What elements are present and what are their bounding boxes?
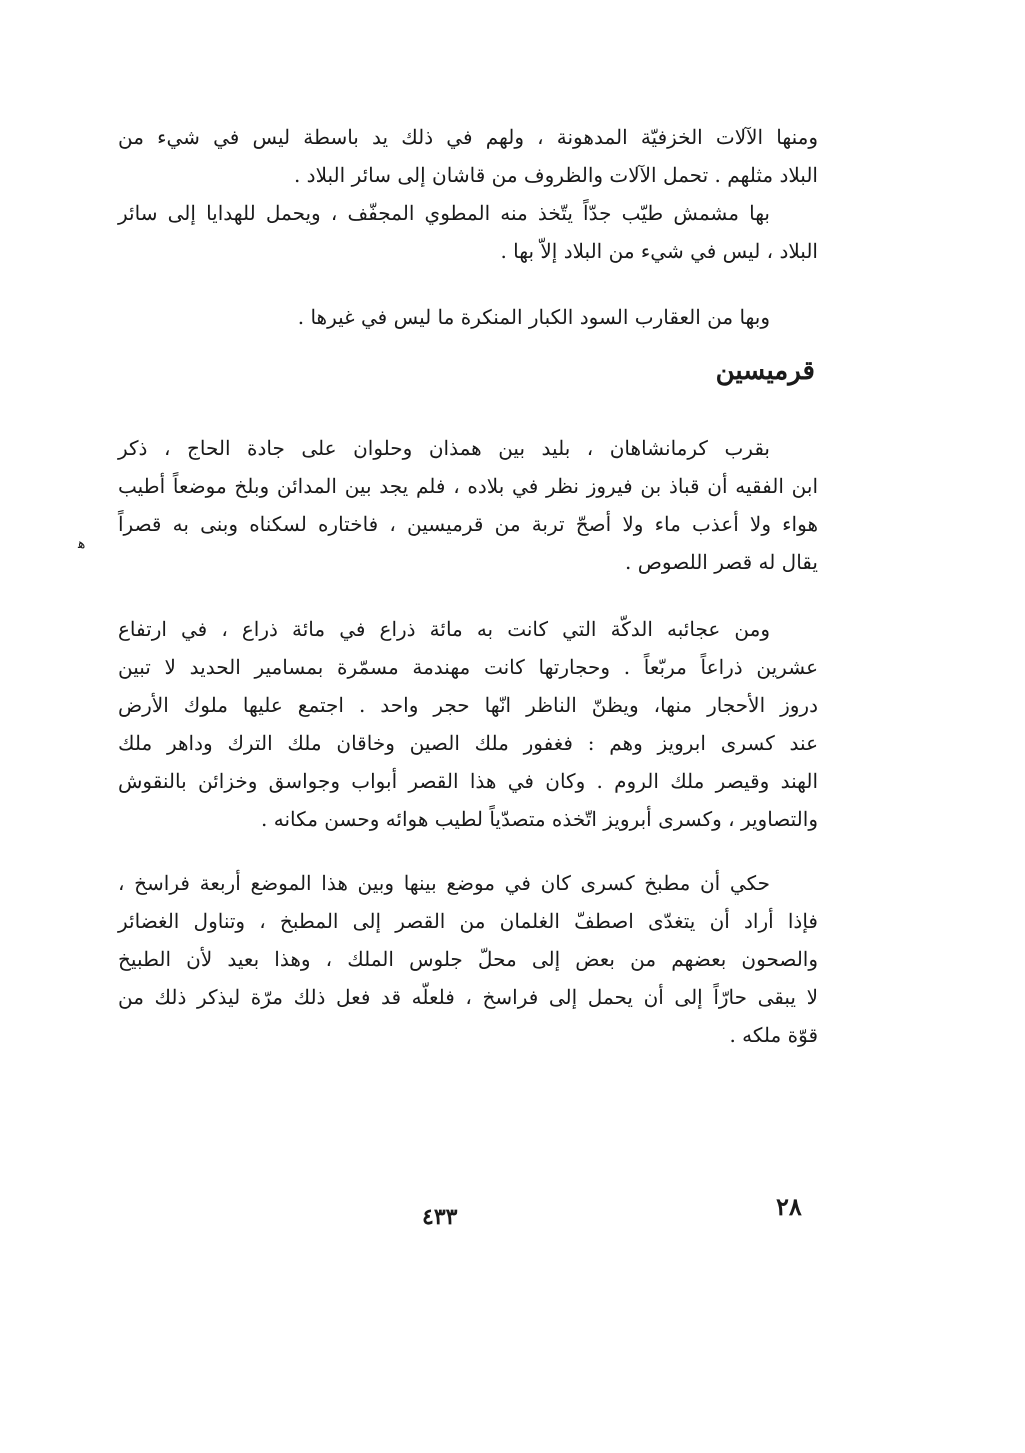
text-line: والتصاوير ، وكسرى أبرويز اتّخذه متصدّياً لطيب هوائه وحسن مكانه . bbox=[261, 807, 818, 831]
signature-mark: ٢٨ bbox=[776, 1192, 802, 1221]
text-line: بها مشمش طيّب جدّاً يتّخذ منه المطوي المجفّف ، ويحمل للهدايا إلى سائر bbox=[118, 201, 770, 225]
text-line: والصحون بعضهم من بعض إلى محلّ جلوس الملك ، وهذا بعيد لأن الطبيخ bbox=[118, 947, 818, 971]
text-line: دروز الأحجار منها، ويظنّ الناظر انّها حجر واحد . اجتمع عليها ملوك الأرض bbox=[118, 693, 818, 717]
margin-mark: ﻫ bbox=[78, 536, 86, 552]
text-line: ومنها الآلات الخزفيّة المدهونة ، ولهم في ذلك يد باسطة ليس في شيء من bbox=[118, 125, 818, 149]
paragraph-scorpions bbox=[118, 298, 818, 336]
text-line: ومن عجائبه الدكّة التي كانت به مائة ذراع في مائة ذراع ، في ارتفاع bbox=[118, 617, 770, 641]
text-line: قوّة ملكه . bbox=[729, 1023, 818, 1047]
paragraph-kitchen-story bbox=[118, 864, 818, 1054]
text-line: لا يبقى حارّاً إلى أن يحمل إلى فراسخ ، فلعلّه قد فعل ذلك مرّة ليذكر ذلك من bbox=[118, 985, 818, 1009]
page-number: ٤٣٣ bbox=[422, 1204, 458, 1230]
text-line: وبها من العقارب السود الكبار المنكرة ما ليس في غيرها . bbox=[297, 305, 770, 329]
text-line: ابن الفقيه أن قباذ بن فيروز نظر في بلاده ، فلم يجد بين المدائن وبلخ موضعاً أطيب bbox=[118, 474, 818, 498]
text-line: يقال له قصر اللصوص . bbox=[625, 550, 818, 574]
text-line: هواء ولا أعذب ماء ولا أصحّ تربة من قرميسين ، فاختاره لسكناه وبنى به قصراً bbox=[118, 512, 818, 536]
text-line: البلاد ، ليس في شيء من البلاد إلاّ بها . bbox=[500, 239, 818, 263]
section-heading: قرميسين bbox=[715, 356, 815, 386]
paragraph-qarmisin-intro bbox=[118, 429, 818, 581]
text-line: عند كسرى ابرويز وهم : فغفور ملك الصين وخاقان ملك الترك وداهر ملك bbox=[118, 731, 818, 755]
text-line: بقرب كرمانشاهان ، بليد بين همذان وحلوان على جادة الحاج ، ذكر bbox=[118, 436, 770, 460]
text-line: فإذا أراد أن يتغدّى اصطفّ الغلمان من القصر إلى المطبخ ، وتناول الغضائر bbox=[118, 909, 818, 933]
text-line: حكي أن مطبخ كسرى كان في موضع بينها وبين هذا الموضع أربعة فراسخ ، bbox=[118, 871, 770, 895]
text-line: عشرين ذراعاً مربّعاً . وحجارتها كانت مهندمة مسمّرة بمسامير الحديد لا تبين bbox=[118, 655, 818, 679]
text-line: الهند وقيصر ملك الروم . وكان في هذا القصر أبواب وجواسق وخزائن بالنقوش bbox=[118, 769, 818, 793]
paragraph-platform-wonder bbox=[118, 610, 818, 838]
text-line: البلاد مثلهم . تحمل الآلات والظروف من قاشان إلى سائر البلاد . bbox=[293, 163, 818, 187]
paragraph-kashan-ceramics bbox=[118, 118, 818, 270]
